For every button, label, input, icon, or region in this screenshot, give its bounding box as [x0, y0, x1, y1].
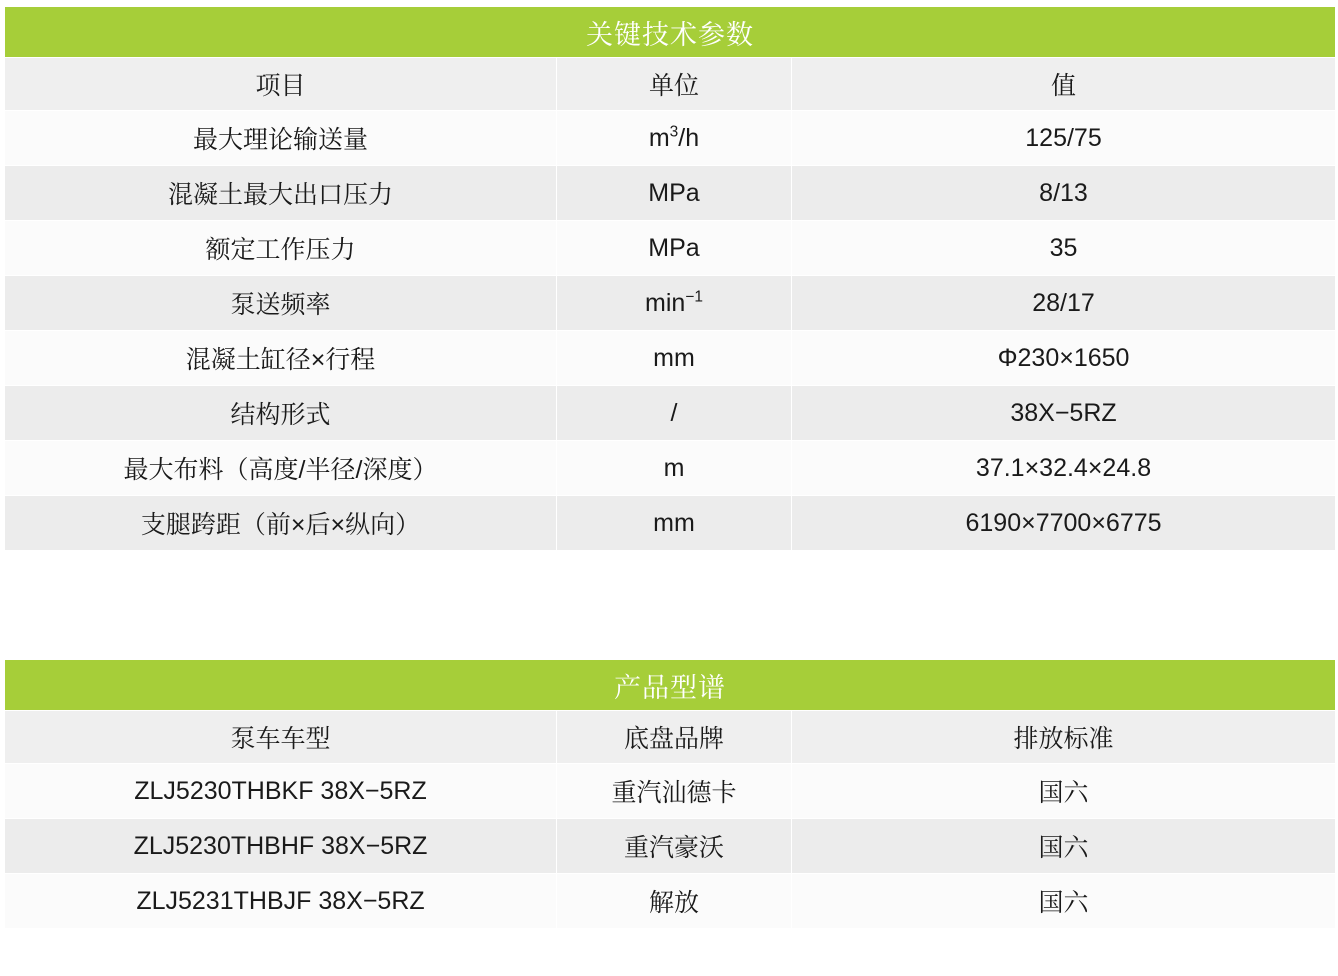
spec-cell-value: 38X−5RZ	[792, 386, 1336, 441]
product-table-block	[4, 659, 1336, 929]
spec-cell-unit: $m^3/h$	[557, 111, 792, 166]
spec-table-header-row	[5, 58, 1336, 111]
table-row	[5, 874, 1336, 929]
spec-cell-unit: MPa	[557, 166, 792, 221]
product-table-title: 产品型谱	[5, 660, 1336, 711]
product-cell-brand: 重汽汕德卡	[557, 764, 792, 819]
spec-table-block	[4, 6, 1336, 551]
product-column-header-emission: 排放标准	[792, 711, 1336, 764]
spec-cell-value: 28/17	[792, 276, 1336, 331]
spec-cell-item: 泵送频率	[5, 276, 557, 331]
spec-cell-item: 混凝土最大出口压力	[5, 166, 557, 221]
key-technical-parameters-table	[4, 6, 1336, 551]
spec-cell-unit: /	[557, 386, 792, 441]
spec-column-header-unit: 单位	[557, 58, 792, 111]
spec-cell-unit: $\min^{-1}$	[557, 276, 792, 331]
product-cell-emission: 国六	[792, 764, 1336, 819]
product-column-header-brand: 底盘品牌	[557, 711, 792, 764]
product-table-header-row	[5, 711, 1336, 764]
spec-cell-value: Φ230×1650	[792, 331, 1336, 386]
spec-cell-item: 混凝土缸径×行程	[5, 331, 557, 386]
spec-cell-unit: mm	[557, 331, 792, 386]
product-cell-model: ZLJ5230THBHF 38X−5RZ	[5, 819, 557, 874]
product-cell-emission: 国六	[792, 819, 1336, 874]
table-row	[5, 221, 1336, 276]
product-column-header-model: 泵车车型	[5, 711, 557, 764]
product-cell-model: ZLJ5230THBKF 38X−5RZ	[5, 764, 557, 819]
spec-cell-value: 6190×7700×6775	[792, 496, 1336, 551]
spec-cell-item: 最大理论输送量	[5, 111, 557, 166]
table-row	[5, 764, 1336, 819]
spec-cell-value: 35	[792, 221, 1336, 276]
spec-column-header-value: 值	[792, 58, 1336, 111]
spec-cell-item: 支腿跨距（前×后×纵向）	[5, 496, 557, 551]
product-table-body	[5, 764, 1336, 929]
table-row	[5, 819, 1336, 874]
spec-column-header-item: 项目	[5, 58, 557, 111]
spec-cell-value: 125/75	[792, 111, 1336, 166]
spec-cell-item: 最大布料（高度/半径/深度）	[5, 441, 557, 496]
product-table-title-row	[5, 660, 1336, 711]
product-cell-brand: 解放	[557, 874, 792, 929]
table-row	[5, 441, 1336, 496]
table-row	[5, 111, 1336, 166]
table-row	[5, 276, 1336, 331]
spec-cell-value: 8/13	[792, 166, 1336, 221]
spec-table-body	[5, 111, 1336, 551]
product-lineup-table	[4, 659, 1336, 929]
spec-cell-unit: m	[557, 441, 792, 496]
table-row	[5, 386, 1336, 441]
table-row	[5, 496, 1336, 551]
spec-table-title-row	[5, 7, 1336, 58]
spec-cell-item: 结构形式	[5, 386, 557, 441]
spec-cell-value: 37.1×32.4×24.8	[792, 441, 1336, 496]
spec-cell-unit: MPa	[557, 221, 792, 276]
spec-cell-item: 额定工作压力	[5, 221, 557, 276]
table-row	[5, 166, 1336, 221]
product-cell-model: ZLJ5231THBJF 38X−5RZ	[5, 874, 557, 929]
spec-table-title: 关键技术参数	[5, 7, 1336, 58]
spec-cell-unit: mm	[557, 496, 792, 551]
table-row	[5, 331, 1336, 386]
product-cell-brand: 重汽豪沃	[557, 819, 792, 874]
product-cell-emission: 国六	[792, 874, 1336, 929]
